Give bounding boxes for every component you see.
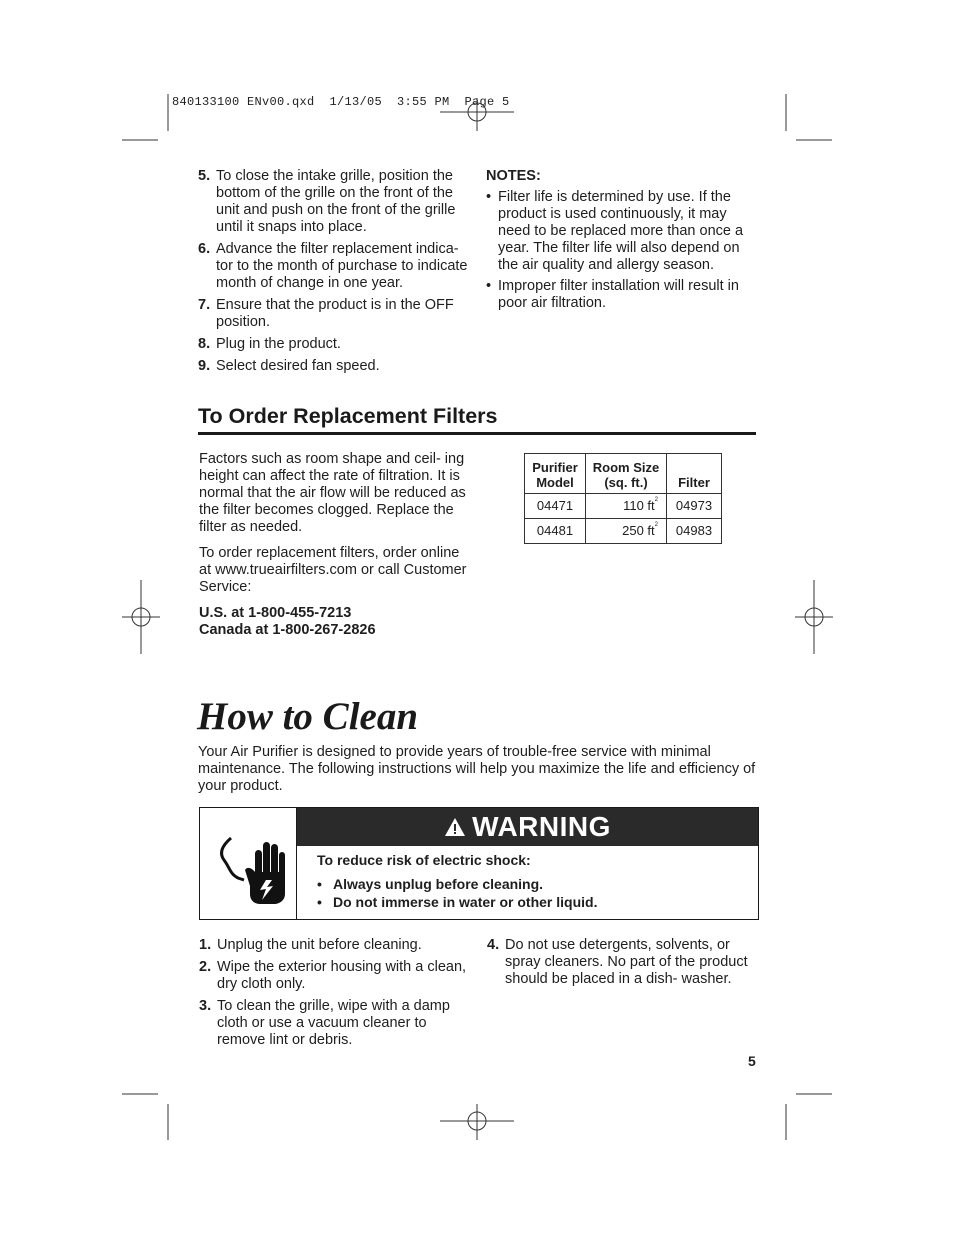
- warning-icon-cell: [200, 808, 297, 919]
- clean-steps-left: [199, 937, 474, 1054]
- install-steps-list: [198, 168, 473, 375]
- print-slug: 840133100 ENv00.qxd 1/13/05 3:55 PM Page 5: [172, 95, 510, 109]
- registration-mark-right: [795, 580, 833, 654]
- column-header-room-size: Room Size (sq. ft.): [586, 454, 667, 494]
- page-number: 5: [748, 1053, 756, 1069]
- warning-list: [317, 875, 597, 911]
- warning-label: WARNING: [472, 811, 611, 842]
- install-steps-column: [198, 168, 473, 380]
- filter-cell: 04973: [667, 494, 722, 519]
- list-item: • Filter life is determined by use. If the product is used continuously, it may need to be replaced more than once a year. The filter life will also depend on the air quality and allergy season.: [486, 189, 756, 274]
- registration-mark-top: [440, 98, 514, 131]
- list-item: 8. Plug in the product.: [198, 336, 341, 352]
- section-heading: To Order Replacement Filters: [198, 404, 756, 435]
- list-item: 7. Ensure that the product is in the OFF position.: [198, 297, 454, 330]
- registration-mark-left: [122, 580, 160, 654]
- list-item: 9. Select desired fan speed.: [198, 358, 380, 374]
- phone-us: U.S. at 1-800-455-7213: [199, 605, 352, 621]
- filter-table: [524, 453, 722, 544]
- table-header-row: [525, 454, 722, 494]
- list-item: 3. To clean the grille, wipe with a damp cloth or use a vacuum cleaner to remove lint or debris.: [199, 998, 450, 1048]
- clean-steps-right: [487, 937, 752, 993]
- phone-canada: Canada at 1-800-267-2826: [199, 622, 376, 638]
- table-row: [525, 494, 722, 519]
- list-item: 2. Wipe the exterior housing with a clean, dry cloth only.: [199, 959, 467, 992]
- order-paragraph: To order replacement filters, order online at www.trueairfilters.com or call Customer Service:: [199, 545, 467, 595]
- model-cell: 04471: [525, 494, 586, 519]
- notes-column: [486, 168, 756, 316]
- list-item: 4. Do not use detergents, solvents, or spray cleaners. No part of the product should be placed in a dish- washer.: [487, 937, 748, 987]
- list-item: • Do not immerse in water or other liquid.: [317, 893, 597, 911]
- warning-box: [199, 807, 759, 920]
- list-item: • Always unplug before cleaning.: [317, 875, 597, 893]
- warning-text: [317, 851, 597, 911]
- registration-mark-bottom: [440, 1104, 514, 1140]
- notes-title: NOTES:: [486, 168, 541, 184]
- clean-steps-list: [199, 937, 474, 1049]
- warning-banner: [297, 808, 758, 846]
- filter-cell: 04983: [667, 519, 722, 544]
- intro-paragraph: Your Air Purifier is designed to provide years of trouble-free service with minimal maintenance. The following instructions will help you maximize the life and efficiency of your product.: [198, 744, 756, 794]
- column-header-model: Purifier Model: [525, 454, 586, 494]
- electric-shock-hand-icon: [200, 808, 296, 919]
- warning-triangle-icon: [444, 817, 466, 837]
- filtration-paragraph: Factors such as room shape and ceil- ing height can affect the rate of filtration. It is normal that the air flow will be reduced as the filter becomes clogged. Replace the filter as needed.: [199, 451, 466, 535]
- table-row: [525, 519, 722, 544]
- notes-list: [486, 189, 756, 312]
- column-header-filter: Filter: [667, 454, 722, 494]
- list-item: 1. Unplug the unit before cleaning.: [199, 937, 422, 953]
- list-item: 6. Advance the filter replacement indica- tor to the month of purchase to indicate month of change in one year.: [198, 241, 468, 291]
- clean-steps-list: [487, 937, 752, 988]
- order-info-column: [199, 451, 471, 639]
- page-title: How to Clean: [197, 695, 419, 738]
- warning-lead: To reduce risk of electric shock:: [317, 852, 531, 868]
- room-size-cell: 110 $ft^2$: [586, 494, 667, 519]
- list-item: 5. To close the intake grille, position the bottom of the grille on the front of the unit and push on the front of the grille until it snaps into place.: [198, 168, 456, 235]
- list-item: • Improper filter installation will result in poor air filtration.: [486, 278, 756, 312]
- room-size-cell: 250 $ft^2$: [586, 519, 667, 544]
- model-cell: 04481: [525, 519, 586, 544]
